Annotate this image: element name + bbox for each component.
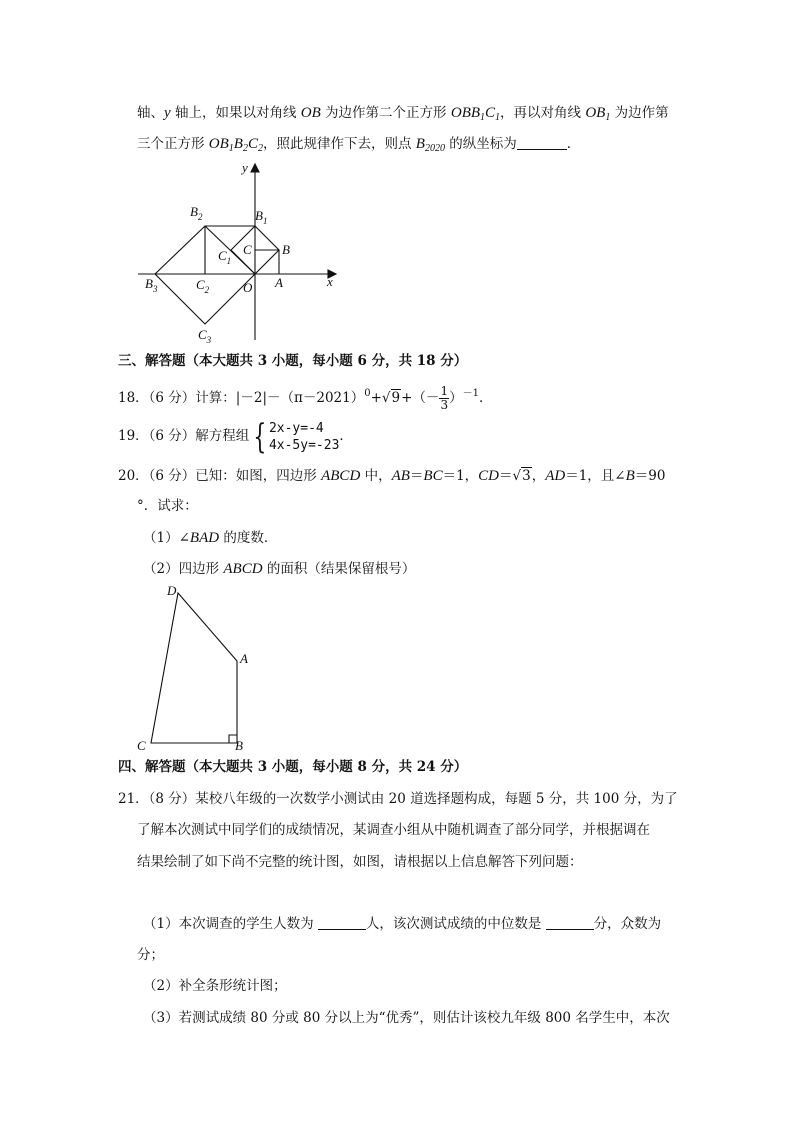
svg-text:B3: $B_3$ [145, 276, 158, 294]
svg-text:x: x [327, 274, 333, 289]
y-axis-arrow-icon [251, 164, 259, 172]
quadrilateral-figure [133, 583, 253, 753]
svg-text:C: C [137, 738, 146, 753]
squares-figure [130, 158, 350, 348]
brace-icon: { [253, 416, 267, 457]
q20-part1: （1）∠BAD 的度数． [143, 530, 278, 546]
q18: 18．（6 分）计算：$|-2|-(\pi-2021)^0+√9+(-$ $\frac{1}{3}$ ）$^{-1}$． [118, 384, 493, 412]
q21-part1-cont: 分； [137, 947, 164, 963]
q21-part1: （1）本次调查的学生人数为 人，该次测试成绩的中位数是 分，众数为 [143, 916, 662, 932]
q19: 19．（6 分）解方程组 { 2x-y=-4 4x-5y=-23 ． [118, 416, 353, 457]
svg-text:y: y [242, 160, 248, 175]
q21-line1: 21．（8 分）某校八年级的一次数学小测试由 20 道选择题构成，每题 5 分，共 100 分，为了 [118, 791, 678, 807]
q21-line3: 结果绘制了如下尚不完整的统计图，如图，请根据以上信息解答下列问题： [137, 854, 583, 870]
answer-blank [517, 135, 567, 150]
svg-text:B: B [282, 242, 290, 257]
svg-text:A: A [240, 651, 248, 666]
svg-text:O: O [243, 280, 253, 295]
answer-blank [546, 915, 594, 930]
svg-text:B: B [235, 738, 243, 753]
svg-text:B2: $B_2$ [190, 204, 203, 222]
svg-text:C1: $C_1$ [218, 248, 232, 266]
quadrilateral-ABCD [151, 593, 237, 743]
svg-text:C: C [243, 242, 252, 257]
answer-blank [318, 915, 366, 930]
svg-text:C2: $C_2$ [196, 277, 210, 295]
svg-text:B1: $B_1$ [255, 208, 268, 226]
section-4-title: 四、解答题（本大题共 3 小题，每小题 8 分，共 24 分） [118, 759, 468, 775]
sqrt-icon: √ [512, 468, 522, 484]
q20-part2: （2）四边形 ABCD 的面积（结果保留根号） [143, 561, 416, 577]
q20-line2: °．试求： [137, 498, 198, 514]
q21-line2: 了解本次测试中同学们的成绩情况，某调查小组从中随机调查了部分同学，并根据调在 [137, 822, 650, 838]
section-3-title: 三、解答题（本大题共 3 小题，每小题 6 分，共 18 分） [118, 353, 468, 369]
q20-line1: 20．（6 分）已知：如图，四边形 ABCD 中，AB＝BC＝1，CD＝√3，AD＝1，且∠B＝90 [118, 468, 666, 484]
sqrt-icon: √ [381, 390, 391, 406]
svg-text:D: D [167, 583, 177, 598]
svg-text:C3: $C_3$ [198, 327, 212, 345]
fraction: $\frac{1}{3}$ [440, 384, 449, 412]
svg-text:A: A [275, 275, 283, 290]
q17-line2: 三个正方形 $OB_1B_2C_2$，照此规律作下去，则点 $B_{2020}$ 的纵坐标为 ． [137, 136, 581, 154]
q17-line1: 轴、y 轴上，如果以对角线 OB 为边作第二个正方形 $OBB_1C_1$，再以对角线 $OB_1$ 为边作第 [137, 105, 669, 123]
q21-part2: （2）补全条形统计图； [143, 978, 287, 994]
equation-system: 2x-y=-4 4x-5y=-23 [268, 420, 340, 453]
q21-part3: （3）若测试成绩 80 分或 80 分以上为“优秀”，则估计该校九年级 800 名学生中，本次 [143, 1010, 670, 1026]
